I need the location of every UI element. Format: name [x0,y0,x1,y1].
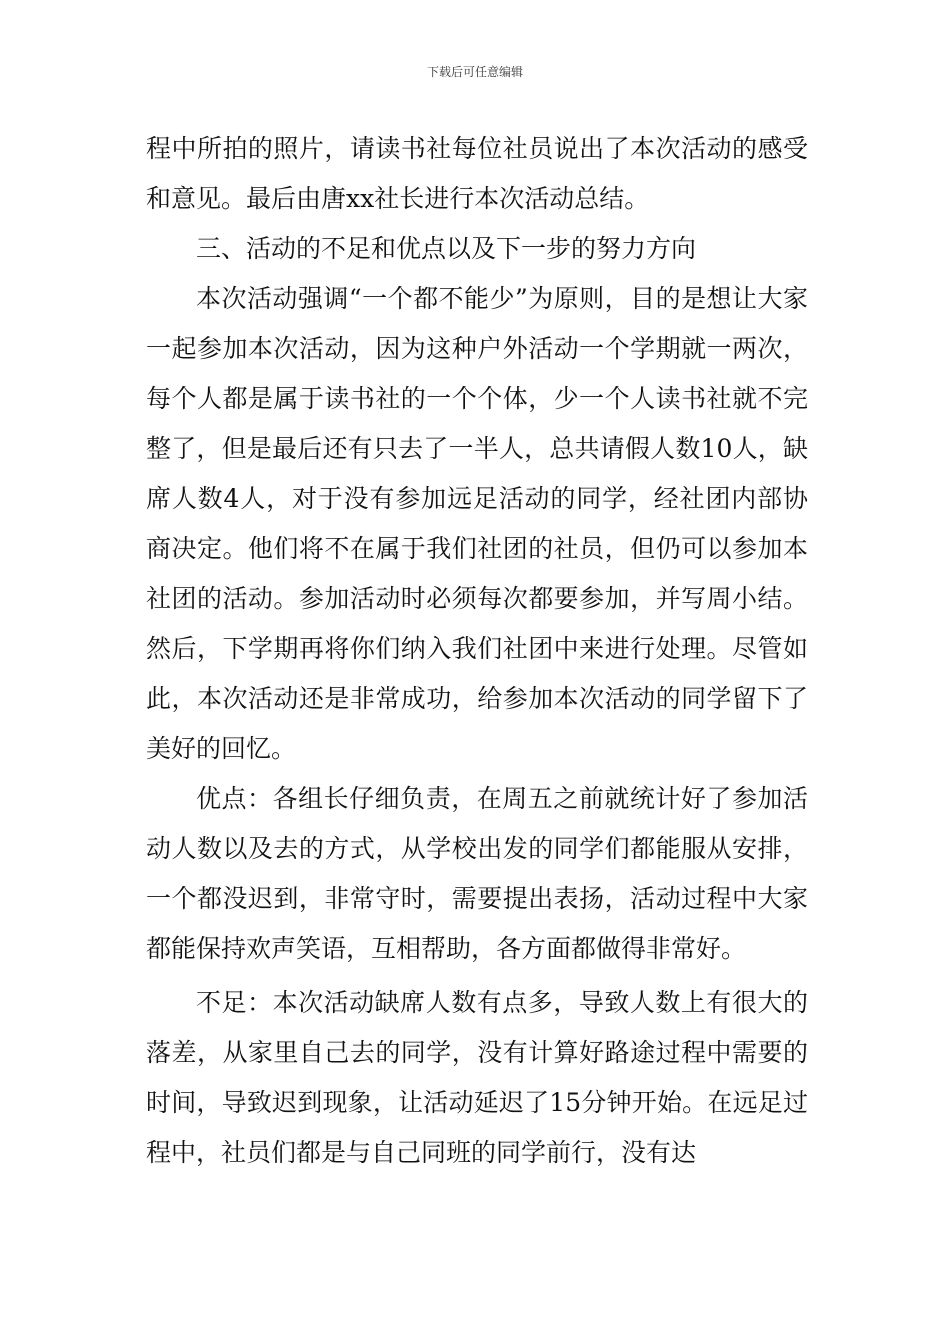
section-heading: 三、活动的不足和优点以及下一步的努力方向 [196,234,697,263]
page-header: 下载后可任意编辑 [426,65,523,79]
paragraph-1: 程中所拍的照片，请读书社每位社员说出了本次活动的感受和意见。最后由唐xx社长进行本次活动总结。 [146,134,808,213]
paragraph-shortcomings: 不足：本次活动缺席人数有点多，导致人数上有很大的落差，从家里自己去的同学，没有计算好路途过程中需要的时间，导致迟到现象，让活动延迟了15分钟开始。在远足过程中，社员们都是与自己同班的同学前行，没有达 [146,988,808,1167]
document-body [146,124,808,1178]
paragraph-advantages: 优点：各组长仔细负责，在周五之前就统计好了参加活动人数以及去的方式，从学校出发的同学们都能服从安排，一个都没迟到，非常守时，需要提出表扬，活动过程中大家都能保持欢声笑语，互相帮助，各方面都做得非常好。 [146,784,808,963]
paragraph-2: 本次活动强调“一个都不能少”为原则，目的是想让大家一起参加本次活动，因为这种户外活动一个学期就一两次，每个人都是属于读书社的一个个体，少一个人读书社就不完整了，但是最后还有只去了一半人，总共请假人数10人，缺席人数4人，对于没有参加远足活动的同学，经社团内部协商决定。他们将不在属于我们社团的社员，但仍可以参加本社团的活动。参加活动时必须每次都要参加，并写周小结。然后，下学期再将你们纳入我们社团中来进行处理。尽管如此，本次活动还是非常成功，给参加本次活动的同学留下了美好的回忆。 [146,284,808,763]
